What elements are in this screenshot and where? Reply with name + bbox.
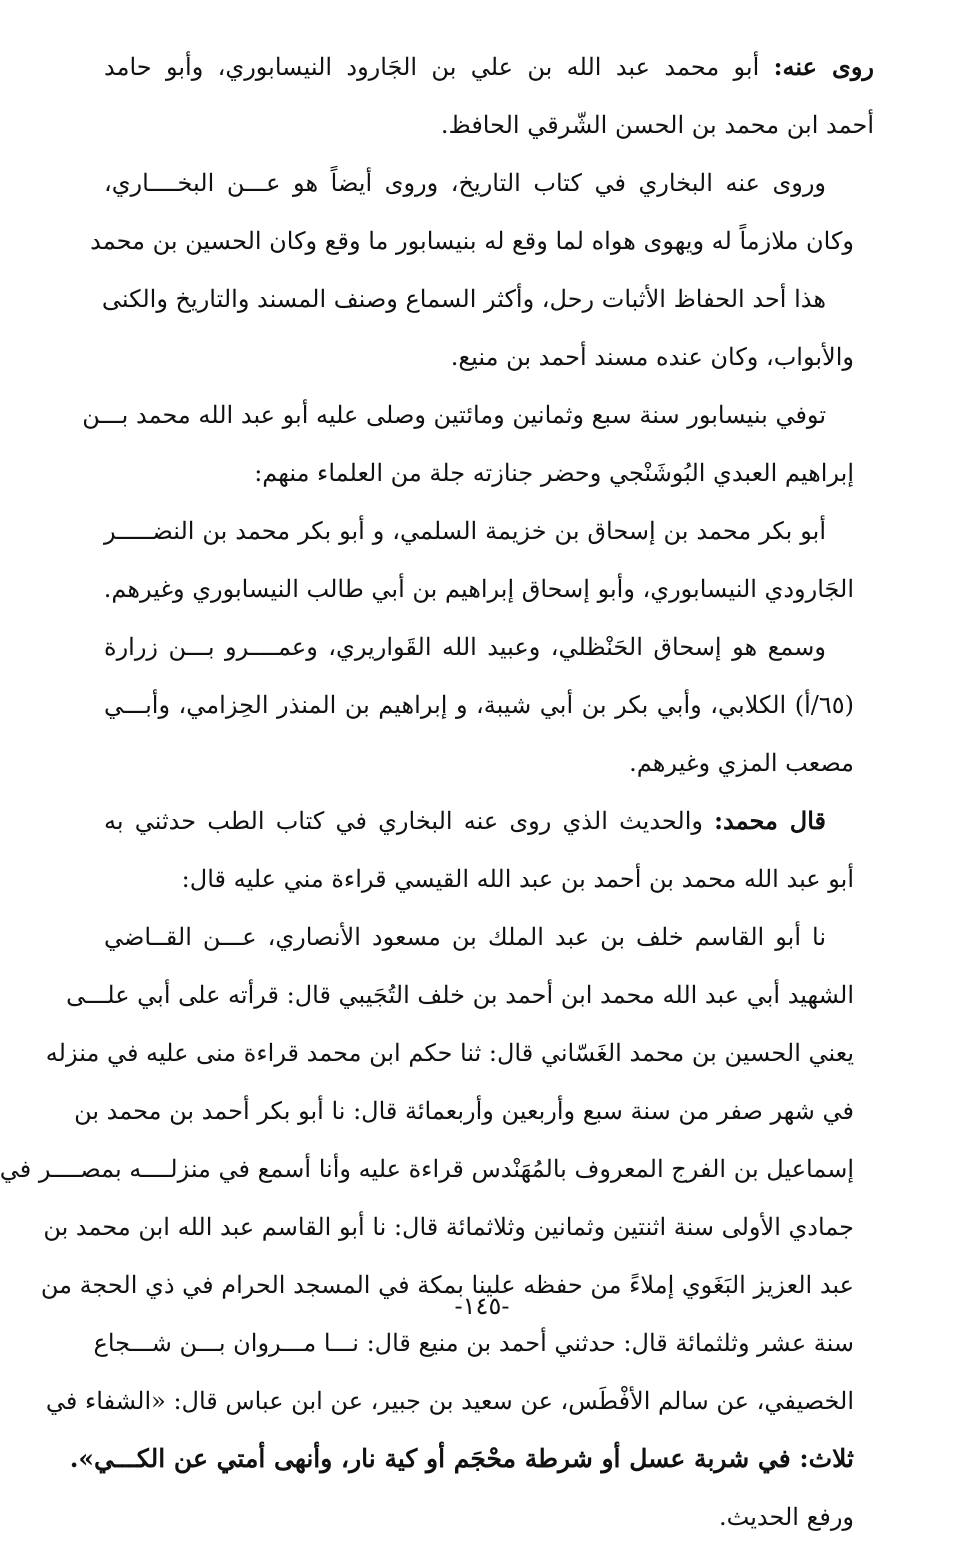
line-text: جمادي الأولى سنة اثنتين وثمانين وثلاثمائة قال: نا أبو القاسم عبد الله ابن محمد بن <box>43 1213 854 1241</box>
line-text: أبو محمد عبد الله بن علي بن الجَارود النيسابوري، وأبو حامد <box>104 53 774 81</box>
text-line <box>104 328 854 386</box>
text-line <box>104 444 854 502</box>
line-text: الشهيد أبي عبد الله محمد ابن أحمد بن خلف التُجَيبي قال: قرأته على أبي علـــى <box>66 981 854 1009</box>
line-text: والحديث الذي روى عنه البخاري في كتاب الطب حدثني به <box>104 807 715 835</box>
line-text: سنة عشر وثلثمائة قال: حدثني أحمد بن منيع قال: نـــا مـــروان بـــن شـــجاع <box>93 1329 854 1357</box>
text-line <box>104 96 874 154</box>
line-text: عبد العزيز البَغَوي إملاءً من حفظه علينا بمكة في المسجد الحرام في ذي الحجة من <box>40 1271 854 1299</box>
line-text: أبو بكر محمد بن إسحاق بن خزيمة السلمي، و أبو بكر محمد بن النضـــــر <box>104 517 826 545</box>
line-text: مصعب المزي وغيرهم. <box>629 749 854 777</box>
line-text: وسمع هو إسحاق الحَنْظلي، وعبيد الله القَواريري، وعمــــرو بـــن زرارة <box>104 633 826 661</box>
text-line <box>104 850 854 908</box>
line-text: الخصيفي، عن سالم الأفْطَس، عن سعيد بن جبير، عن ابن عباس قال: «الشفاء في <box>45 1387 854 1415</box>
line-text: نا أبو القاسم خلف بن عبد الملك بن مسعود الأنصاري، عـــن القــاضي <box>104 923 827 951</box>
line-text: ثلاث: في شربة عسل أو شرطة محْجَم أو كية نار، وأنهى أمتي عن الكـــي». <box>69 1444 854 1473</box>
text-line <box>82 386 854 444</box>
text-line <box>45 1024 854 1082</box>
text-line <box>45 1372 854 1430</box>
line-text: وكان ملازماً له ويهوى هواه لما وقع له بنيسابور ما وقع وكان الحسين بن محمد <box>90 227 854 255</box>
text-line <box>104 154 854 212</box>
line-text: أبو عبد الله محمد بن أحمد بن عبد الله القيسي قراءة مني عليه قال: <box>181 865 854 893</box>
line-text: أحمد ابن محمد بن الحسن الشّرقي الحافظ. <box>440 111 874 139</box>
hadith-text-line <box>69 1430 854 1488</box>
line-text: إبراهيم العبدي البُوشَنْجي وحضر جنازته جلة من العلماء منهم: <box>254 459 854 487</box>
heading-lead: روى عنه: <box>773 52 874 81</box>
line-text: ورفع الحديث. <box>719 1503 854 1531</box>
line-text: الجَارودي النيسابوري، وأبو إسحاق إبراهيم بن أبي طالب النيسابوري وغيرهم. <box>103 575 854 603</box>
line-text: يعني الحسين بن محمد الغَسّاني قال: ثنا حكم ابن محمد قراءة منى عليه في منزله <box>45 1039 854 1067</box>
line-text: في شهر صفر من سنة سبع وأربعين وأربعمائة قال: نا أبو بكر أحمد بن محمد بن <box>74 1097 854 1125</box>
text-line <box>74 1082 854 1140</box>
line-text: توفي بنيسابور سنة سبع وثمانين ومائتين وصلى عليه أبو عبد الله محمد بـــن <box>82 401 826 429</box>
text-line <box>104 1488 854 1546</box>
text-line <box>104 502 854 560</box>
text-line <box>104 734 854 792</box>
text-line <box>0 1140 854 1198</box>
text-line <box>93 1314 854 1372</box>
line-text: هذا أحد الحفاظ الأثبات رحل، وأكثر السماع وصنف المسند والتاريخ والكنى <box>101 285 826 313</box>
text-line <box>90 212 854 270</box>
heading-lead: قال محمد: <box>714 806 826 835</box>
page-number: -١٤٥- <box>454 1292 510 1320</box>
line-text: والأبواب، وكان عنده مسند أحمد بن منيع. <box>450 343 854 371</box>
text-line <box>104 38 874 96</box>
text-line <box>43 1198 854 1256</box>
text-line <box>104 560 854 618</box>
text-line <box>104 676 854 734</box>
line-text: (٦٥/أ) الكلابي، وأبي بكر بن أبي شيبة، و إبراهيم بن المنذر الحِزامي، وأبـــي <box>104 691 854 719</box>
text-line <box>104 792 854 850</box>
text-line <box>101 270 854 328</box>
text-line <box>104 618 854 676</box>
text-line <box>104 908 854 966</box>
text-line <box>66 966 854 1024</box>
line-text: إسماعيل بن الفرج المعروف بالمُهَنْدس قراءة عليه وأنا أسمع في منزلــــه بمصــــر في <box>0 1155 854 1183</box>
line-text: وروى عنه البخاري في كتاب التاريخ، وروى أيضاً هو عـــن البخــــاري، <box>104 169 826 197</box>
